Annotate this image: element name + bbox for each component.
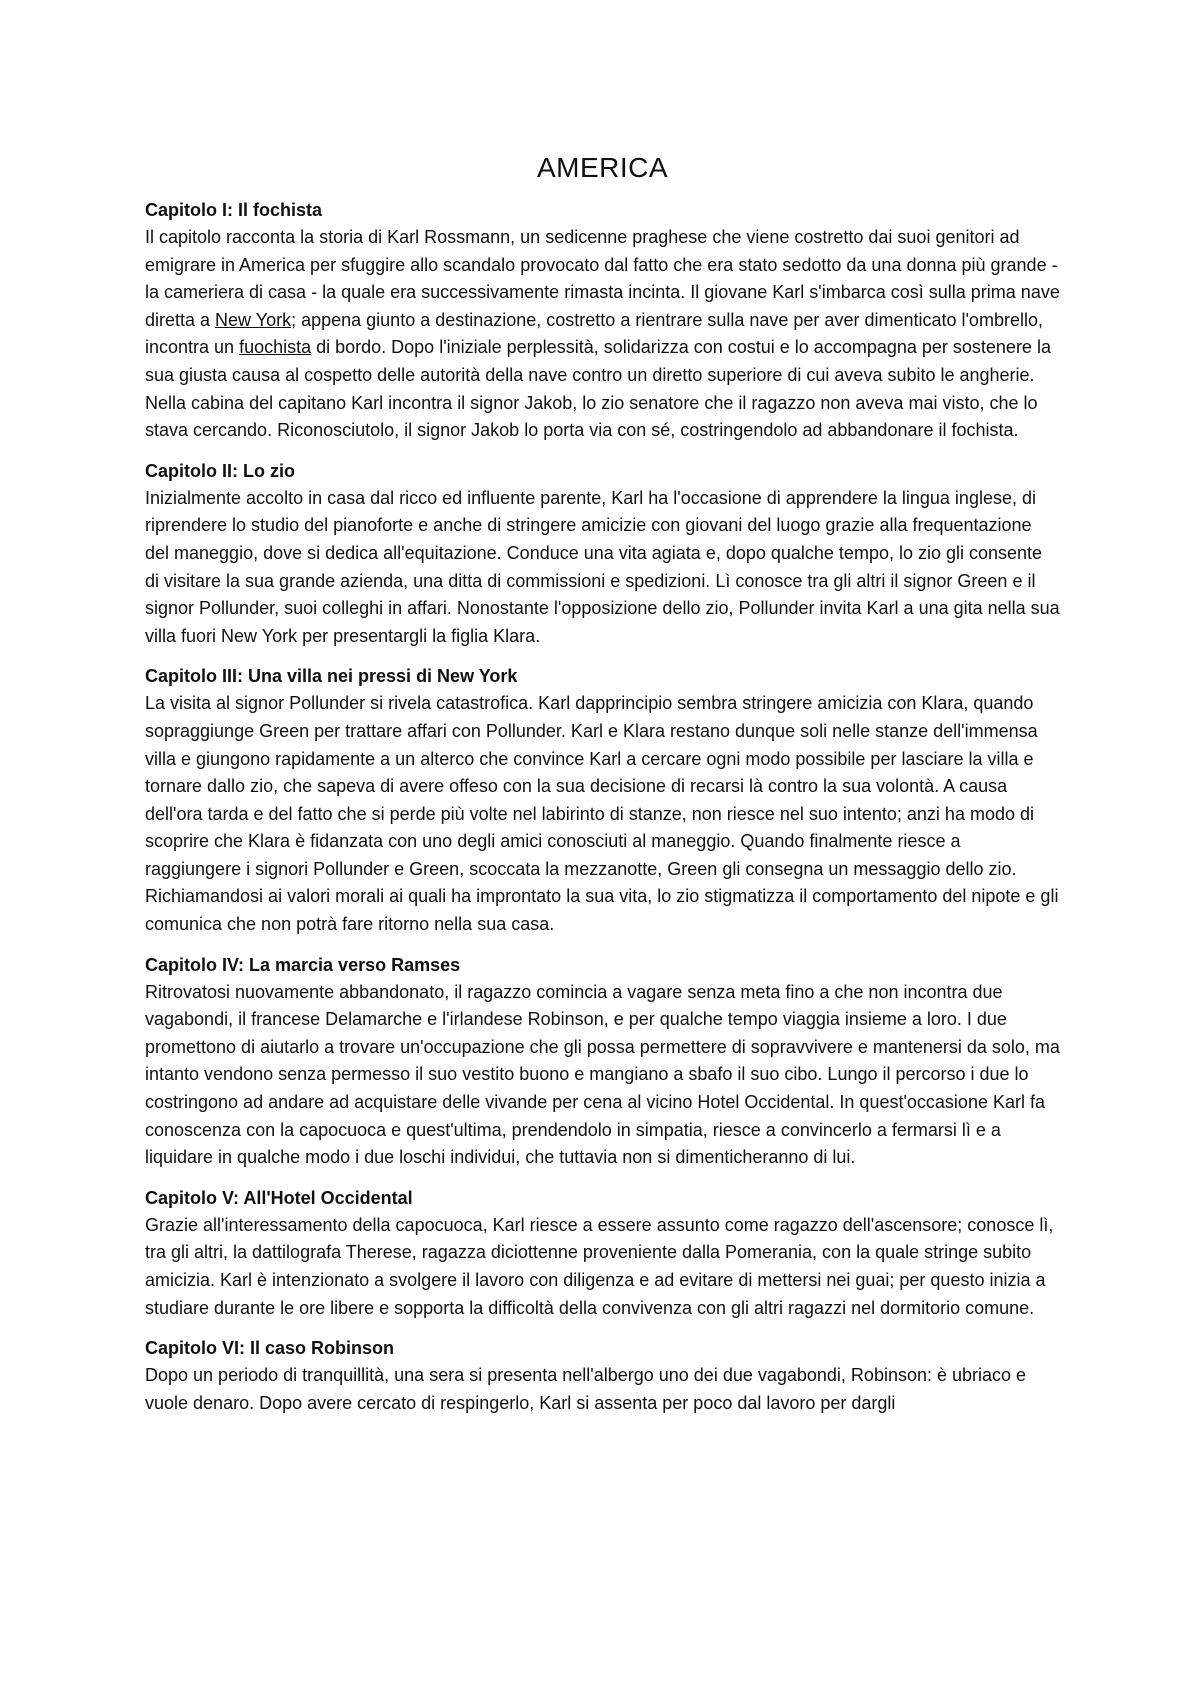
chapter-body: [145, 224, 1060, 445]
chapter-heading: Capitolo III: Una villa nei pressi di New York: [145, 666, 518, 687]
body-text: Ritrovatosi nuovamente abbandonato, il ragazzo comincia a vagare senza meta fino a che non incontra due vagabondi, il francese Delamarche e l'irlandese Robinson, e per qualche tempo viaggia insieme a loro. I due promettono di aiutarlo a trovare un'occupazione che gli possa permettere di sopravvivere e mantenersi da solo, ma intanto vendono senza permesso il suo vestito buono e mangiano a sbafo il suo cibo. Lungo il percorso i due lo costringono ad andare ad acquistare delle vivande per cena al vicino Hotel Occidental. In quest'occasione Karl fa conoscenza con la capocuoca e quest'ultima, prendendolo in simpatia, riesce a convincerlo a fermarsi lì e a liquidare in qualche modo i due loschi individui, che tuttavia non si dimenticheranno di lui.: [145, 981, 1060, 1168]
chapter-body: [145, 1362, 1060, 1417]
chapter-heading: Capitolo I: Il fochista: [145, 200, 323, 220]
chapter-body: [145, 690, 1060, 938]
chapter-body: [145, 485, 1060, 651]
chapter-section: [145, 1334, 1060, 1417]
inline-link[interactable]: New York: [215, 309, 292, 330]
body-text: di bordo. Dopo l'iniziale perplessità, solidarizza con costui e lo accompagna per sostenere la sua giusta causa al cospetto delle autorità della nave contro un diretto superiore di cui aveva subito le angherie. Nella cabina del capitano Karl incontra il signor Jakob, lo zio senatore che il ragazzo non aveva mai visto, che lo stava cercando. Riconosciutolo, il signor Jakob lo porta via con sé, costringendolo ad abbandonare il fochista.: [145, 337, 1051, 441]
chapter-heading: Capitolo IV: La marcia verso Ramses: [145, 954, 461, 975]
body-text: ; appena giunto a destinazione, costretto a rientrare sulla nave per aver dimenticato l'ombrello, incontra un: [145, 309, 1043, 358]
inline-link[interactable]: fuochista: [239, 337, 312, 358]
chapter-section: [145, 951, 1060, 1172]
body-text: La visita al signor Pollunder si rivela catastrofica. Karl dapprincipio sembra stringere amicizia con Klara, quando sopraggiunge Green per trattare affari con Pollunder. Karl e Klara restano dunque soli nelle stanze dell'immensa villa e giungono rapidamente a un alterco che convince Karl a cercare ogni modo possibile per lasciare la villa e tornare dallo zio, che sapeva di avere offeso con la sua decisione di recarsi là contro la sua volontà. A causa dell'ora tarda e del fatto che si perde più volte nel labirinto di stanze, non riesce nel suo intento; anzi ha modo di scoprire che Klara è fidanzata con uno degli amici conosciuti al maneggio. Quando finalmente riesce a raggiungere i signori Pollunder e Green, scoccata la mezzanotte, Green gli consegna un messaggio dello zio. Richiamandosi ai valori morali ai quali ha improntato la sua vita, lo zio stigmatizza il comportamento del nipote e gli comunica che non potrà fare ritorno nella sua casa.: [145, 693, 1059, 935]
chapter-heading: Capitolo II: Lo zio: [145, 460, 295, 481]
chapter-heading: Capitolo V: All'Hotel Occidental: [145, 1187, 413, 1208]
chapter-section: [145, 196, 1060, 445]
document-title: AMERICA: [536, 152, 669, 183]
body-text: Grazie all'interessamento della capocuoca, Karl riesce a essere assunto come ragazzo dell'ascensore; conosce lì, tra gli altri, la dattilografa Therese, ragazza diciottenne proveniente dalla Pomerania, con la quale stringe subito amicizia. Karl è intenzionato a svolgere il lavoro con diligenza e ad evitare di mettersi nei guai; per questo inizia a studiare durante le ore libere e sopporta la difficoltà della convivenza con gli altri ragazzi nel dormitorio comune.: [145, 1214, 1054, 1318]
chapter-heading: Capitolo VI: Il caso Robinson: [145, 1338, 395, 1359]
chapters-container: [145, 196, 1060, 1417]
document-page: [145, 150, 1060, 1429]
body-text: Il capitolo racconta la storia di Karl Rossmann, un sedicenne praghese che viene costretto dai suoi genitori ad emigrare in America per sfuggire allo scandalo provocato dal fatto che era stato sedotto da una donna più grande - la cameriera di casa - la quale era successivamente rimasta incinta. Il giovane Karl s'imbarca così sulla prima nave diretta a: [145, 227, 1060, 330]
body-text: Inizialmente accolto in casa dal ricco ed influente parente, Karl ha l'occasione di apprendere la lingua inglese, di riprendere lo studio del pianoforte e anche di stringere amicizie con giovani del luogo grazie alla frequentazione del maneggio, dove si dedica all'equitazione. Conduce una vita agiata e, dopo qualche tempo, lo zio gli consente di visitare la sua grande azienda, una ditta di commissioni e spedizioni. Lì conosce tra gli altri il signor Green e il signor Pollunder, suoi colleghi in affari. Nonostante l'opposizione dello zio, Pollunder invita Karl a una gita nella sua villa fuori New York per presentargli la figlia Klara.: [145, 487, 1060, 646]
body-text: Dopo un periodo di tranquillità, una sera si presenta nell'albergo uno dei due vagabondi, Robinson: è ubriaco e vuole denaro. Dopo avere cercato di respingerlo, Karl si assenta per poco dal lavoro per dargli: [145, 1365, 1027, 1413]
chapter-body: [145, 1212, 1060, 1322]
chapter-section: [145, 1184, 1060, 1322]
chapter-section: [145, 457, 1060, 651]
chapter-body: [145, 979, 1060, 1172]
chapter-section: [145, 662, 1060, 938]
